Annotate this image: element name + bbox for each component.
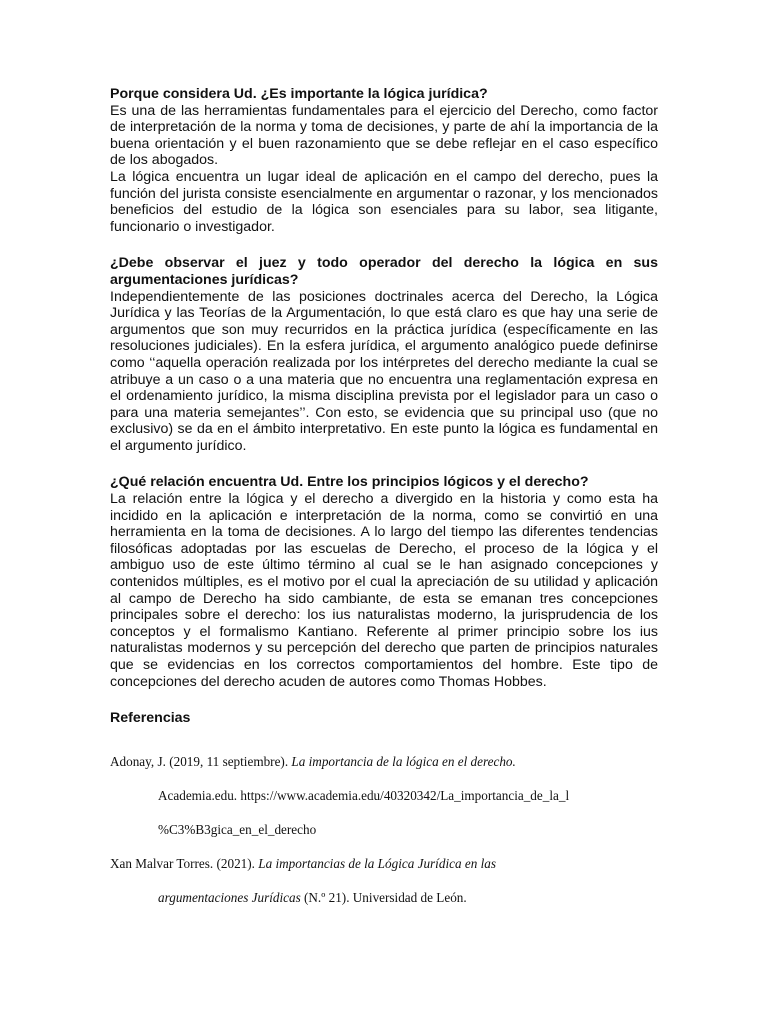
question-heading: ¿Debe observar el juez y todo operador del derecho la lógica en sus argumentaciones jurídicas? <box>110 255 658 288</box>
section-importance <box>110 86 658 235</box>
reference-second-line <box>110 881 658 915</box>
reference-source-line: Academia.edu. https://www.academia.edu/40320342/La_importancia_de_la_l <box>158 787 570 803</box>
reference-entry <box>110 745 658 847</box>
reference-title: La importancias de la Lógica Jurídica en las <box>258 855 496 871</box>
reference-title: La importancia de la lógica en el derecho. <box>291 753 516 769</box>
answer-paragraph: Independientemente de las posiciones doctrinales acerca del Derecho, la Lógica Jurídica y las Teorías de la Argumentación, lo que está claro es que hay una serie de argumentos que son muy recurridos en la práctica jurídica (específicamente en las resoluciones judiciales). En la esfera jurídica, el argumento analógico puede definirse como ‘‘aquella operación realizada por los intérpretes del derecho mediante la cual se atribuye a un caso o a una materia que no encuentra una reglamentación expresa en el ordenamiento jurídico, la misma disciplina prevista por el legislador para un caso o para una materia semejantes’’. Con esto, se evidencia que su principal uso (que no exclusivo) se da en el ámbito interpretativo. En este punto la lógica es fundamental en el argumento jurídico. <box>110 288 658 454</box>
reference-publisher: (N.º 21). Universidad de León. <box>300 889 467 905</box>
answer-paragraph: La relación entre la lógica y el derecho a divergido en la historia y como esta ha incidido en la aplicación e interpretación de la norma, como se convirtió en una herramienta en la toma de decisiones. A lo largo del tiempo las diferentes tendencias filosóficas adoptadas por las escuelas de Derecho, el proceso de la lógica y el ambiguo uso de este último término al cual se le han asignado concepciones y contenidos múltiples, es el motivo por el cual la apreciación de su utilidad y aplicación al campo de Derecho ha sido cambiante, de esta se emanan tres concepciones principales sobre el derecho: los ius naturalistas moderno, la jurisprudencia de los conceptos y el formalismo Kantiano. Referente al primer principio sobre los ius naturalistas modernos y su percepción del derecho que parten de principios naturales que se evidencias en los correctos comportamientos del hombre. Este tipo de concepciones del derecho acuden de autores como Thomas Hobbes. <box>110 491 658 690</box>
reference-entry <box>110 847 658 915</box>
reference-title-continued: argumentaciones Jurídicas <box>158 889 301 905</box>
reference-author-date: Xan Malvar Torres. (2021). <box>110 855 259 871</box>
section-principles <box>110 474 658 690</box>
question-heading: Porque considera Ud. ¿Es importante la lógica jurídica? <box>110 86 488 102</box>
reference-source-line: %C3%B3gica_en_el_derecho <box>158 821 317 837</box>
references-heading: Referencias <box>110 710 191 727</box>
question-heading: ¿Qué relación encuentra Ud. Entre los principios lógicos y el derecho? <box>110 474 589 491</box>
document-body <box>110 86 658 915</box>
answer-paragraph: La lógica encuentra un lugar ideal de aplicación en el campo del derecho, pues la función del jurista consiste esencialmente en argumentar o razonar, y los mencionados beneficios del estudio de la lógica son esenciales para su labor, sea litigante, funcionario o investigador. <box>110 168 658 235</box>
reference-first-line <box>110 847 658 881</box>
answer-paragraph: Es una de las herramientas fundamentales para el ejercicio del Derecho, como factor de interpretación de la norma y toma de decisiones, y parte de ahí la importancia de la buena orientación y el buen razonamiento que se debe reflejar en el caso específico de los abogados. <box>110 102 658 169</box>
section-judge <box>110 255 658 454</box>
reference-author-date: Adonay, J. (2019, 11 septiembre). <box>110 753 292 769</box>
reference-first-line <box>110 745 658 779</box>
